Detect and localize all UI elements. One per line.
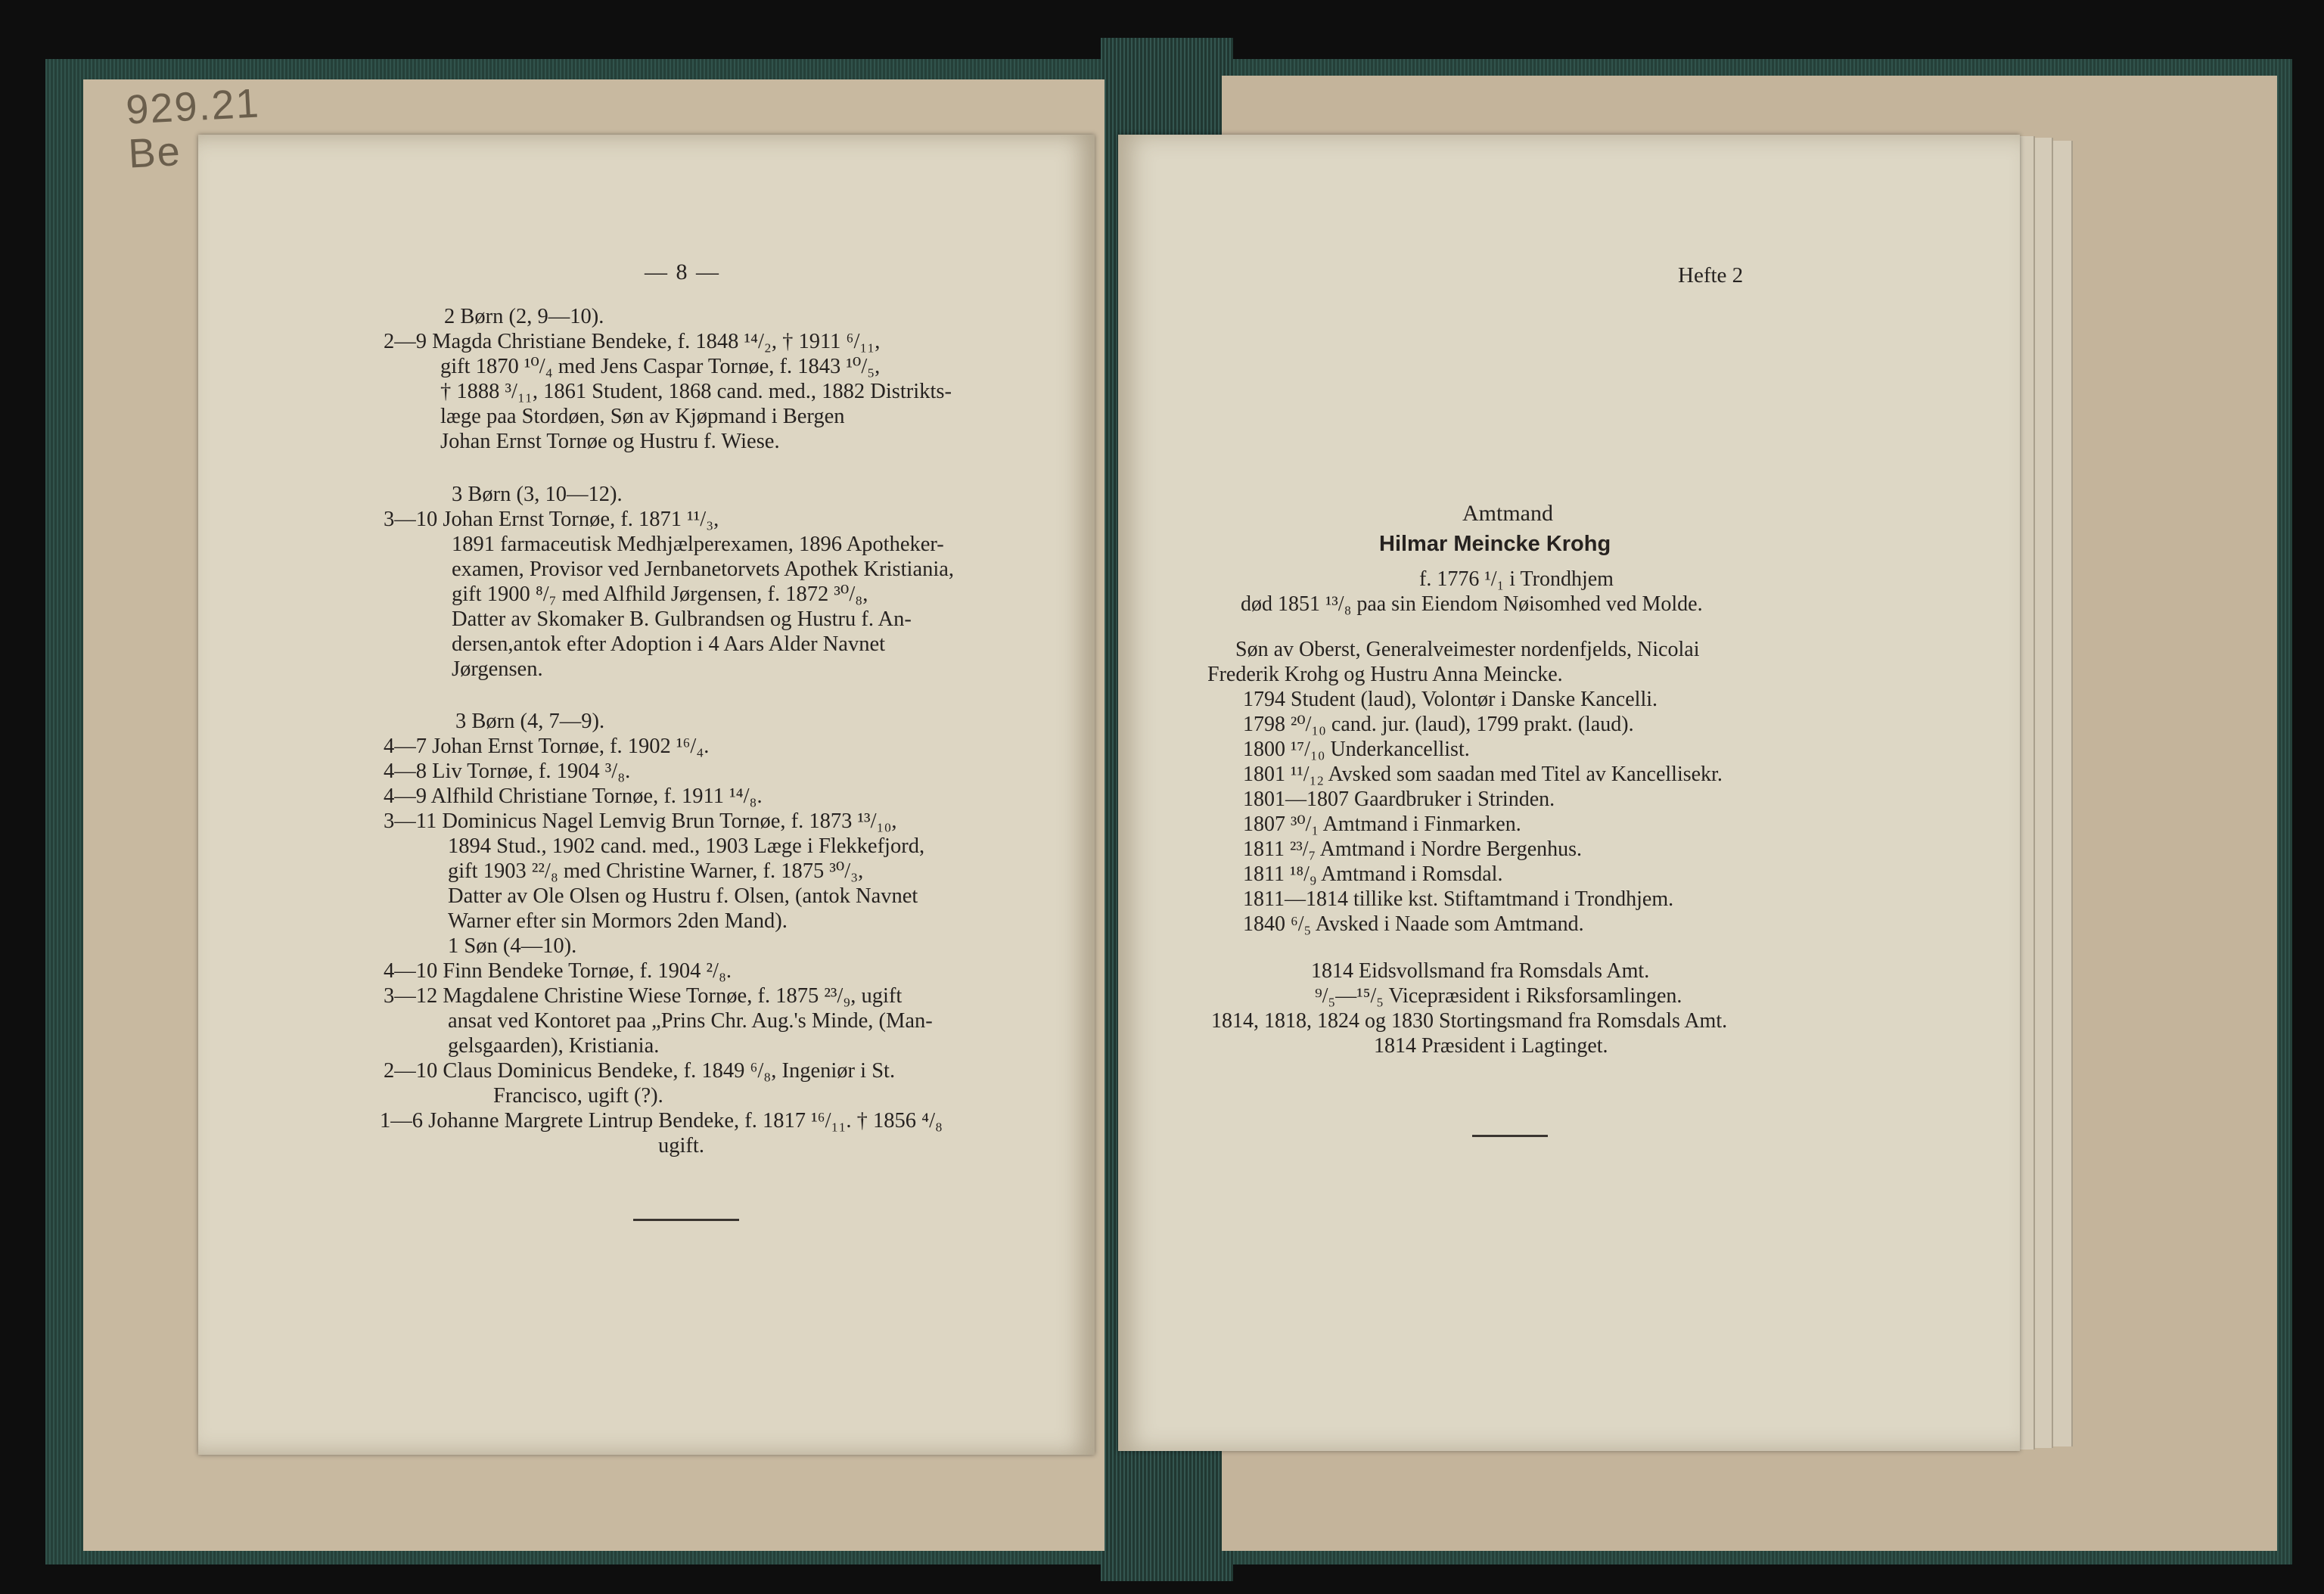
text-line: 1798 ²⁰/₁₀ cand. jur. (laud), 1799 prakt. (laud). bbox=[1243, 713, 1634, 736]
text-line: 1807 ³⁰/₁ Amtmand i Finmarken. bbox=[1243, 813, 1521, 836]
text-line: † 1888 ³/₁₁, 1861 Student, 1868 cand. med., 1882 Distrikts- bbox=[440, 380, 952, 403]
text-line: ⁹/₅—¹⁵/₅ Vicepræsident i Riksforsamlingen. bbox=[1315, 984, 1682, 1008]
text-line: 3 Børn (4, 7—9). bbox=[455, 710, 605, 733]
text-line: 1794 Student (laud), Volontør i Danske Kancelli. bbox=[1243, 688, 1658, 711]
text-line: 1—6 Johanne Margrete Lintrup Bendeke, f. 1817 ¹⁶/₁₁. † 1856 ⁴/₈ bbox=[380, 1109, 943, 1133]
text-line: Datter av Skomaker B. Gulbrandsen og Hustru f. An- bbox=[452, 607, 912, 631]
text-line: gift 1900 ⁸/₇ med Alfhild Jørgensen, f. 1872 ³⁰/₈, bbox=[452, 583, 868, 606]
text-line: 4—7 Johan Ernst Tornøe, f. 1902 ¹⁶/₄. bbox=[384, 735, 710, 758]
text-line: 2—10 Claus Dominicus Bendeke, f. 1849 ⁶/₈, Ingeniør i St. bbox=[384, 1059, 896, 1083]
text-line: død 1851 ¹³/₈ paa sin Eiendom Nøisomhed ved Molde. bbox=[1241, 592, 1703, 616]
text-line: ansat ved Kontoret paa „Prins Chr. Aug.'s Minde, (Man- bbox=[448, 1009, 933, 1033]
text-line: læge paa Stordøen, Søn av Kjøpmand i Bergen bbox=[440, 405, 845, 428]
text-line: dersen,antok efter Adoption i 4 Aars Alder Navnet bbox=[452, 632, 886, 656]
text-line: 1811 ¹⁸/₉ Amtmand i Romsdal. bbox=[1243, 862, 1503, 886]
text-line: 3 Børn (3, 10—12). bbox=[452, 483, 623, 506]
text-line: Frederik Krohg og Hustru Anna Meincke. bbox=[1207, 663, 1563, 686]
text-line: Johan Ernst Tornøe og Hustru f. Wiese. bbox=[440, 430, 780, 453]
text-line: 2 Børn (2, 9—10). bbox=[444, 305, 604, 328]
booklet-label: Hefte 2 bbox=[1678, 263, 1744, 287]
text-line: 4—9 Alfhild Christiane Tornøe, f. 1911 ¹⁴/₈. bbox=[384, 785, 763, 808]
text-line: Jørgensen. bbox=[452, 657, 543, 681]
text-line: Francisco, ugift (?). bbox=[493, 1084, 663, 1108]
text-line: 1814 Eidsvollsmand fra Romsdals Amt. bbox=[1311, 959, 1650, 983]
text-line: 3—10 Johan Ernst Tornøe, f. 1871 ¹¹/₃, bbox=[384, 508, 719, 531]
text-line: 1811—1814 tillike kst. Stiftamtmand i Trondhjem. bbox=[1243, 887, 1674, 911]
text-line: 3—12 Magdalene Christine Wiese Tornøe, f. 1875 ²³/₉, ugift bbox=[384, 984, 903, 1008]
left-page bbox=[198, 135, 1095, 1455]
text-line: 1801 ¹¹/₁₂ Avsked som saadan med Titel av Kancellisekr. bbox=[1243, 763, 1723, 786]
text-line: 4—10 Finn Bendeke Tornøe, f. 1904 ²/₈. bbox=[384, 959, 732, 983]
text-line: 1891 farmaceutisk Medhjælperexamen, 1896 Apotheker- bbox=[452, 533, 944, 556]
text-line: Warner efter sin Mormors 2den Mand). bbox=[448, 909, 788, 933]
text-line: 3—11 Dominicus Nagel Lemvig Brun Tornøe, f. 1873 ¹³/₁₀, bbox=[384, 809, 897, 833]
text-line: 4—8 Liv Tornøe, f. 1904 ³/₈. bbox=[384, 760, 631, 783]
text-line: 1814 Præsident i Lagtinget. bbox=[1374, 1034, 1608, 1058]
page-title: Amtmand bbox=[1462, 501, 1553, 526]
text-line: gelsgaarden), Kristiania. bbox=[448, 1034, 660, 1058]
text-line: 1894 Stud., 1902 cand. med., 1903 Læge i Flekkefjord, bbox=[448, 834, 925, 858]
text-line: 1840 ⁶/₅ Avsked i Naade som Amtmand. bbox=[1243, 912, 1584, 936]
text-line: gift 1870 ¹⁰/₄ med Jens Caspar Tornøe, f. 1843 ¹⁰/₅, bbox=[440, 355, 881, 378]
right-page bbox=[1118, 135, 2020, 1451]
text-line: f. 1776 ¹/₁ i Trondhjem bbox=[1419, 567, 1614, 591]
text-line: 1811 ²³/₇ Amtmand i Nordre Bergenhus. bbox=[1243, 837, 1583, 861]
text-line: gift 1903 ²²/₈ med Christine Warner, f. 1875 ³⁰/₃, bbox=[448, 859, 864, 883]
text-line: 2—9 Magda Christiane Bendeke, f. 1848 ¹⁴/₂, † 1911 ⁶/₁₁, bbox=[384, 330, 881, 353]
text-line: Søn av Oberst, Generalveimester nordenfjelds, Nicolai bbox=[1235, 638, 1700, 661]
closing-rule bbox=[1472, 1135, 1548, 1137]
text-line: 1814, 1818, 1824 og 1830 Stortingsmand fra Romsdals Amt. bbox=[1211, 1009, 1728, 1033]
handwritten-shelfmark: 929.21 Be bbox=[125, 80, 262, 177]
page-number: — 8 — bbox=[645, 259, 720, 284]
text-line: 1801—1807 Gaardbruker i Strinden. bbox=[1243, 788, 1555, 811]
text-line: 1800 ¹⁷/₁₀ Underkancellist. bbox=[1243, 738, 1470, 761]
person-name: Hilmar Meincke Krohg bbox=[1379, 532, 1611, 556]
text-line: ugift. bbox=[658, 1134, 704, 1157]
text-line: examen, Provisor ved Jernbanetorvets Apothek Kristiania, bbox=[452, 558, 955, 581]
closing-rule bbox=[633, 1219, 739, 1221]
text-line: 1 Søn (4—10). bbox=[448, 934, 577, 958]
text-line: Datter av Ole Olsen og Hustru f. Olsen, (antok Navnet bbox=[448, 884, 918, 908]
